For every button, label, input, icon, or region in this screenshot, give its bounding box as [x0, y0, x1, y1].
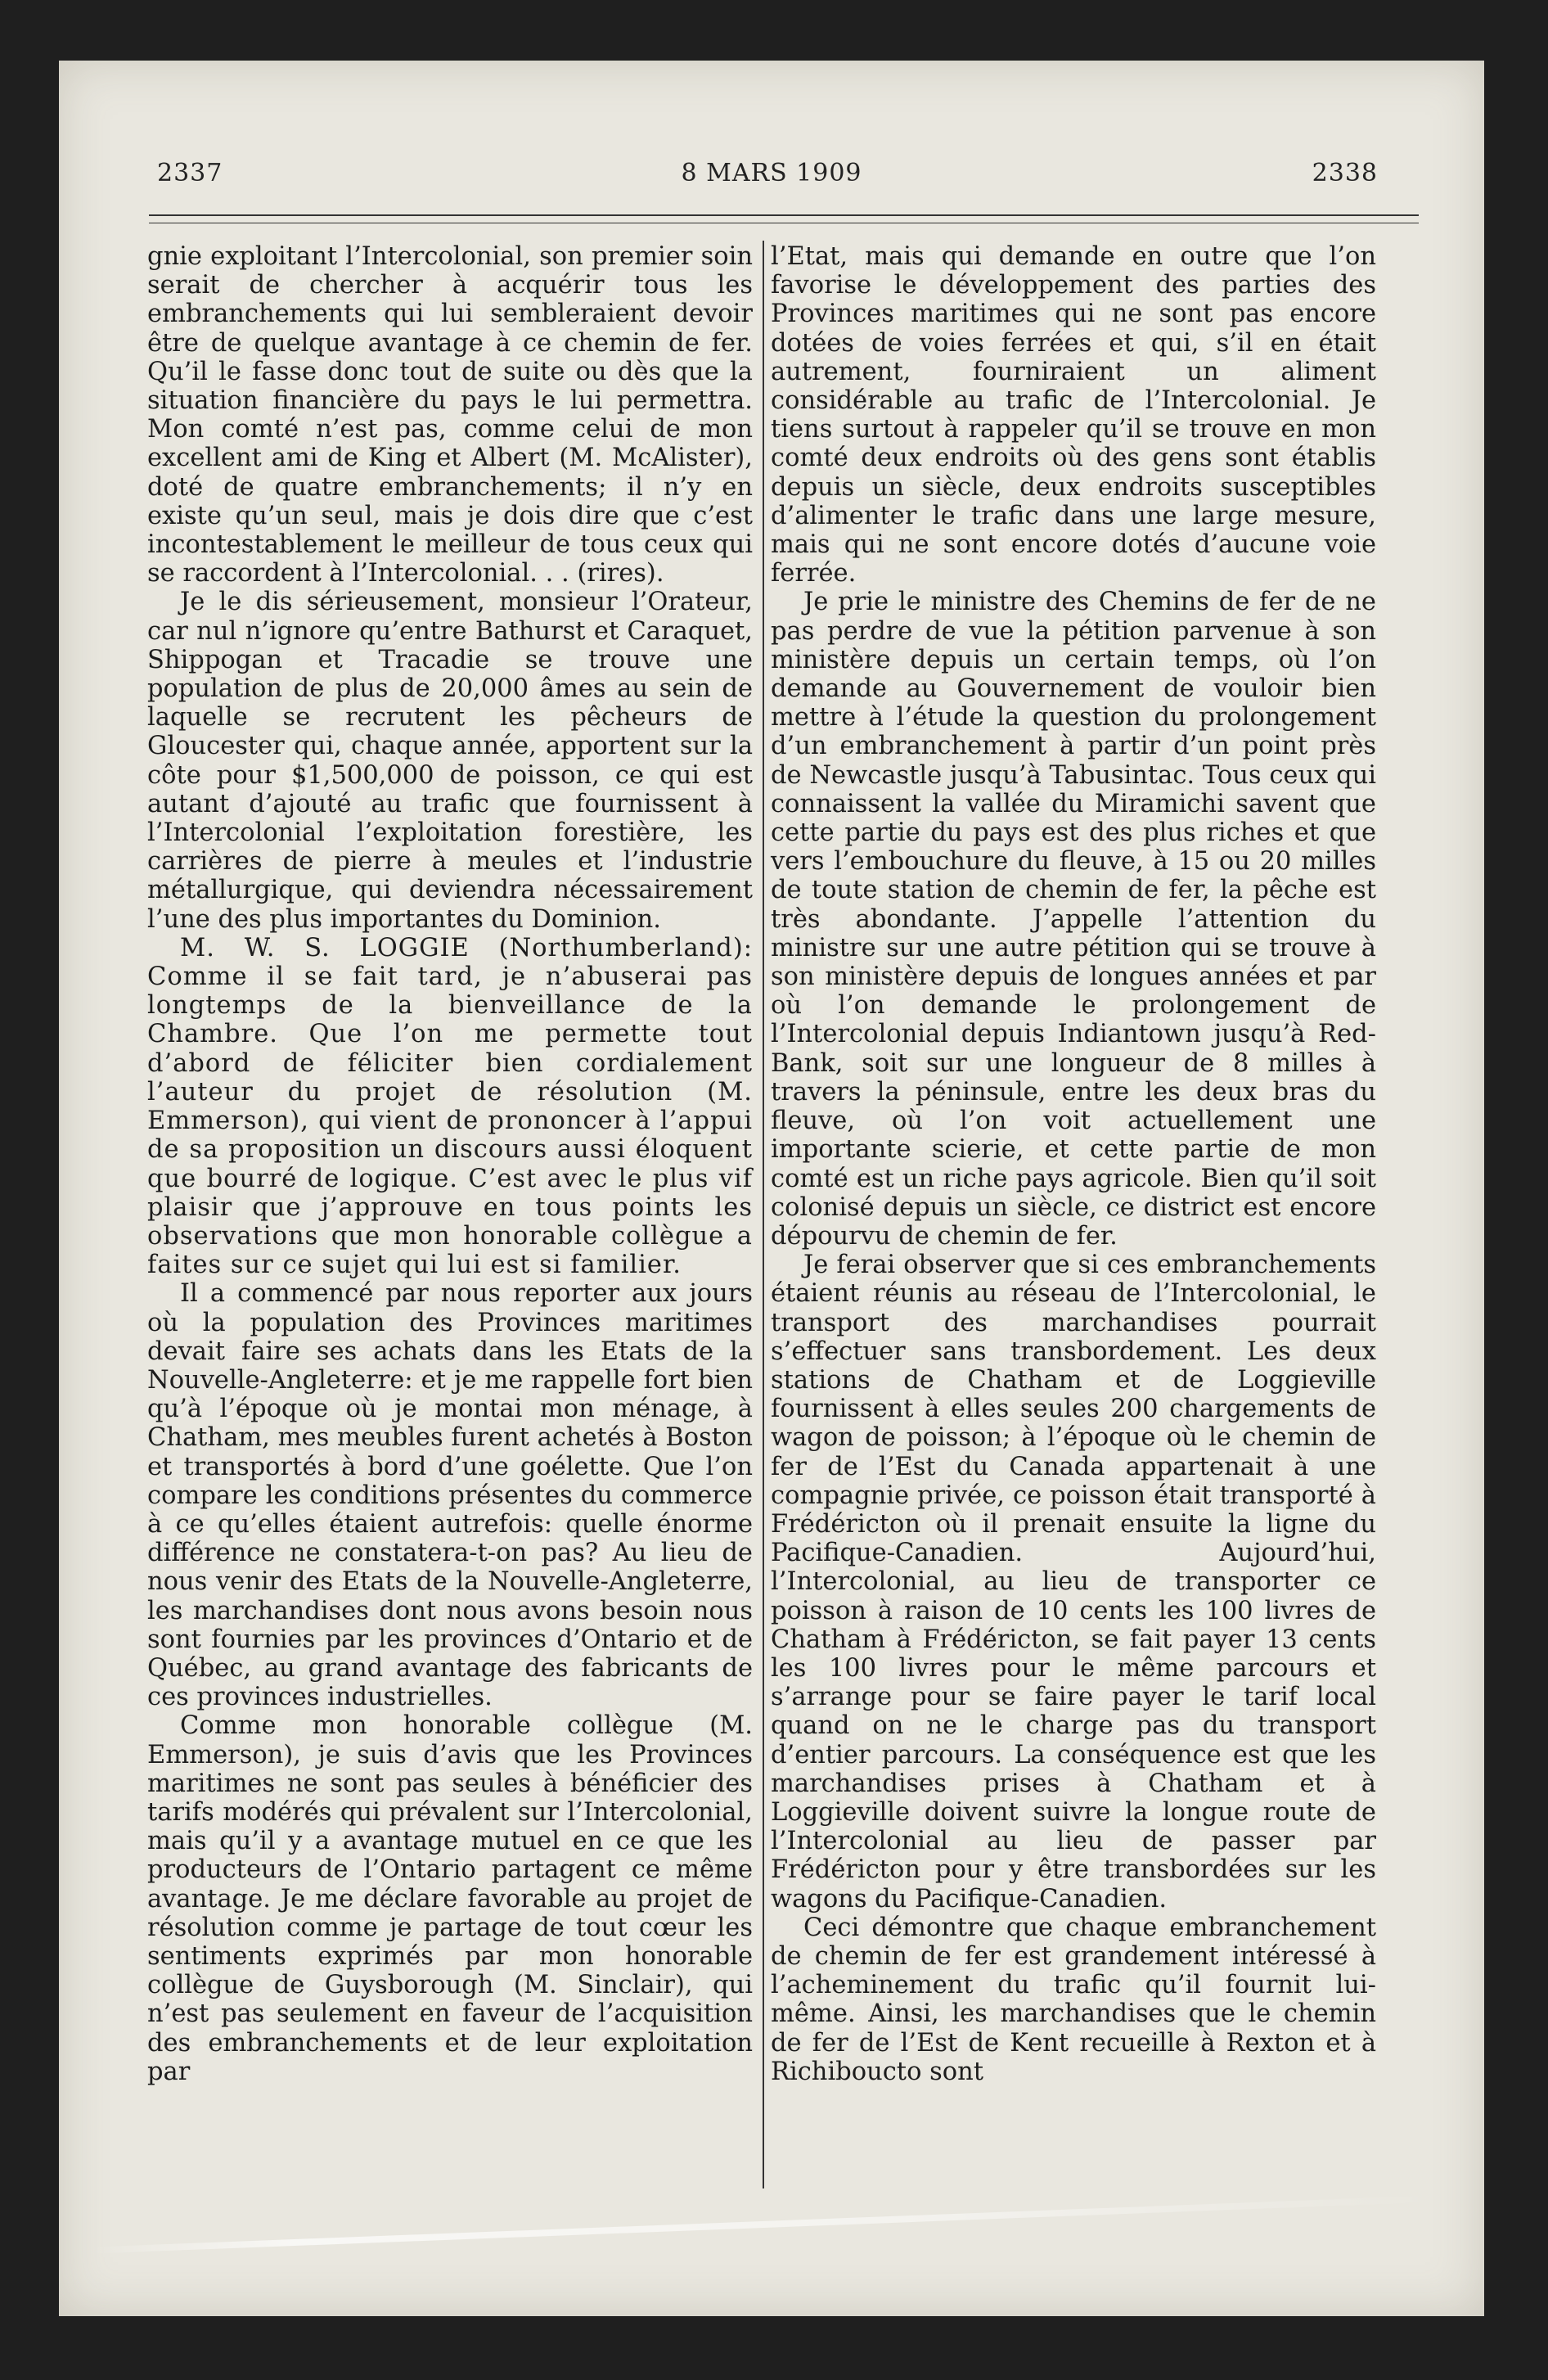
paragraph: Je prie le ministre des Chemins de fer de ne pas perdre de vue la pétition parvenue à son ministère depuis un certain temps, où l’on demande au Gouvernement de vouloir bien mettre à l’étude la question du prolongement d’un embranchement à partir d’un point près de Newcastle jusqu’à Tabusintac. Tous ceux qui connaissent la vallée du Miramichi savent que cette partie du pays est des plus riches et que vers l’embouchure du fleuve, à 15 ou 20 milles de toute station de chemin de fer, la pêche est très abondante. J’appelle l’attention du ministre sur une autre pétition qui se trouve à son ministère depuis de longues années et par où l’on demande le prolongement de l’Intercolonial depuis Indiantown jusqu’à Red-Bank, soit sur une longueur de 8 milles à travers la péninsule, entre les deux bras du fleuve, où l’on voit actuellement une importante scierie, et cette partie de mon comté est un riche pays agricole. Bien qu’il soit colonisé depuis un siècle, ce district est encore dépourvu de chemin de fer. — [771, 588, 1376, 1251]
header-rule — [149, 214, 1419, 216]
paragraph: Comme mon honorable collègue (M. Emmerson), je suis d’avis que les Provinces maritimes ne sont pas seules à bénéficier des tarifs modérés qui prévalent sur l’Intercolonial, mais qu’il y a avantage mutuel en ce que les producteurs de l’Ontario partagent ce même avantage. Je me déclare favorable au projet de résolution comme je partage de tout cœur les sentiments exprimés par mon honorable collègue de Guysborough (M. Sinclair), qui n’est pas seulement en faveur de l’acquisition des embranchements et de leur exploitation par — [147, 1711, 753, 2086]
page-number-right: 2338 — [1312, 159, 1378, 187]
paragraph: Ceci démontre que chaque embranchement de chemin de fer est grandement intéressé à l’acheminement du trafic qu’il fournit lui-même. Ainsi, les marchandises que le chemin de fer de l’Est de Kent recueille à Rexton et à Richiboucto sont — [771, 1913, 1376, 2086]
paragraph: Je le dis sérieusement, monsieur l’Orateur, car nul n’ignore qu’entre Bathurst et Caraquet, Shippogan et Tracadie se trouve une population de plus de 20,000 âmes au sein de laquelle se recrutent les pêcheurs de Gloucester qui, chaque année, apportent sur la côte pour $1,500,000 de poisson, ce qui est autant d’ajouté au trafic que fournissent à l’Intercolonial l’exploitation forestière, les carrières de pierre à meules et l’industrie métallurgique, qui deviendra nécessairement l’une des plus importantes du Dominion. — [147, 588, 753, 934]
paragraph: l’Etat, mais qui demande en outre que l’on favorise le développement des parties des Provinces maritimes qui ne sont pas encore dotées de voies ferrées et qui, s’il en était autrement, fourniraient un aliment considérable au trafic de l’Intercolonial. Je tiens surtout à rappeler qu’il se trouve en mon comté deux endroits où des gens sont établis depuis un siècle, deux endroits susceptibles d’alimenter le trafic dans une large mesure, mais qui ne sont encore dotés d’aucune voie ferrée. — [771, 242, 1376, 588]
paragraph-speaker: M. W. S. LOGGIE (Northumberland): Comme il se fait tard, je n’abuserai pas longtemps de la bienveillance de la Chambre. Que l’on me permette tout d’abord de féliciter bien cordialement l’auteur du projet de résolution (M. Emmerson), qui vient de prononcer à l’appui de sa proposition un discours aussi éloquent que bourré de logique. C’est avec le plus vif plaisir que j’approuve en tous points les observations que mon honorable collègue a faites sur ce sujet qui lui est si familier. — [147, 933, 753, 1280]
paragraph: gnie exploitant l’Intercolonial, son premier soin serait de chercher à acquérir tous les embranchements qui lui sembleraient devoir être de quelque avantage à ce chemin de fer. Qu’il le fasse donc tout de suite ou dès que la situation financière du pays le lui permettra. Mon comté n’est pas, comme celui de mon excellent ami de King et Albert (M. McAlister), doté de quatre embranchements; il n’y en existe qu’un seul, mais je dois dire que c’est incontestablement le meilleur de tous ceux qui se raccordent à l’Intercolonial. . . (rires). — [147, 242, 753, 588]
scanned-page — [59, 61, 1484, 2316]
paragraph: Je ferai observer que si ces embranchements étaient réunis au réseau de l’Intercolonial, le transport des marchandises pourrait s’effectuer sans transbordement. Les deux stations de Chatham et de Loggieville fournissent à elles seules 200 chargements de wagon de poisson; à l’époque où le chemin de fer de l’Est du Canada appartenait à une compagnie privée, ce poisson était transporté à Frédéricton où il prenait ensuite la ligne du Pacifique-Canadien. Aujourd’hui, l’Intercolonial, au lieu de transporter ce poisson à raison de 10 cents les 100 livres de Chatham à Frédéricton, se fait payer 13 cents les 100 livres pour le même parcours et s’arrange pour se faire payer le tarif local quand on ne le charge pas du transport d’entier parcours. La conséquence est que les marchandises prises à Chatham et à Loggieville doivent suivre la longue route de l’Intercolonial au lieu de passer par Frédéricton pour y être transbordées sur les wagons du Pacifique-Canadien. — [771, 1251, 1376, 1913]
paper-fold-crease — [92, 2195, 1434, 2253]
column-divider — [763, 241, 764, 2188]
page-date-header: 8 MARS 1909 — [681, 159, 862, 187]
right-column — [771, 242, 1376, 2086]
left-column — [147, 242, 753, 2086]
page-number-left: 2337 — [157, 159, 223, 187]
paragraph: Il a commencé par nous reporter aux jours où la population des Provinces maritimes devait faire ses achats dans les Etats de la Nouvelle-Angleterre: et je me rappelle fort bien qu’à l’époque où je montai mon ménage, à Chatham, mes meubles furent achetés à Boston et transportés à bord d’une goélette. Que l’on compare les conditions présentes du commerce à ce qu’elles étaient autrefois: quelle énorme différence ne constatera-t-on pas? Au lieu de nous venir des Etats de la Nouvelle-Angleterre, les marchandises dont nous avons besoin nous sont fournies par les provinces d’Ontario et de Québec, au grand avantage des fabricants de ces provinces industrielles. — [147, 1279, 753, 1712]
